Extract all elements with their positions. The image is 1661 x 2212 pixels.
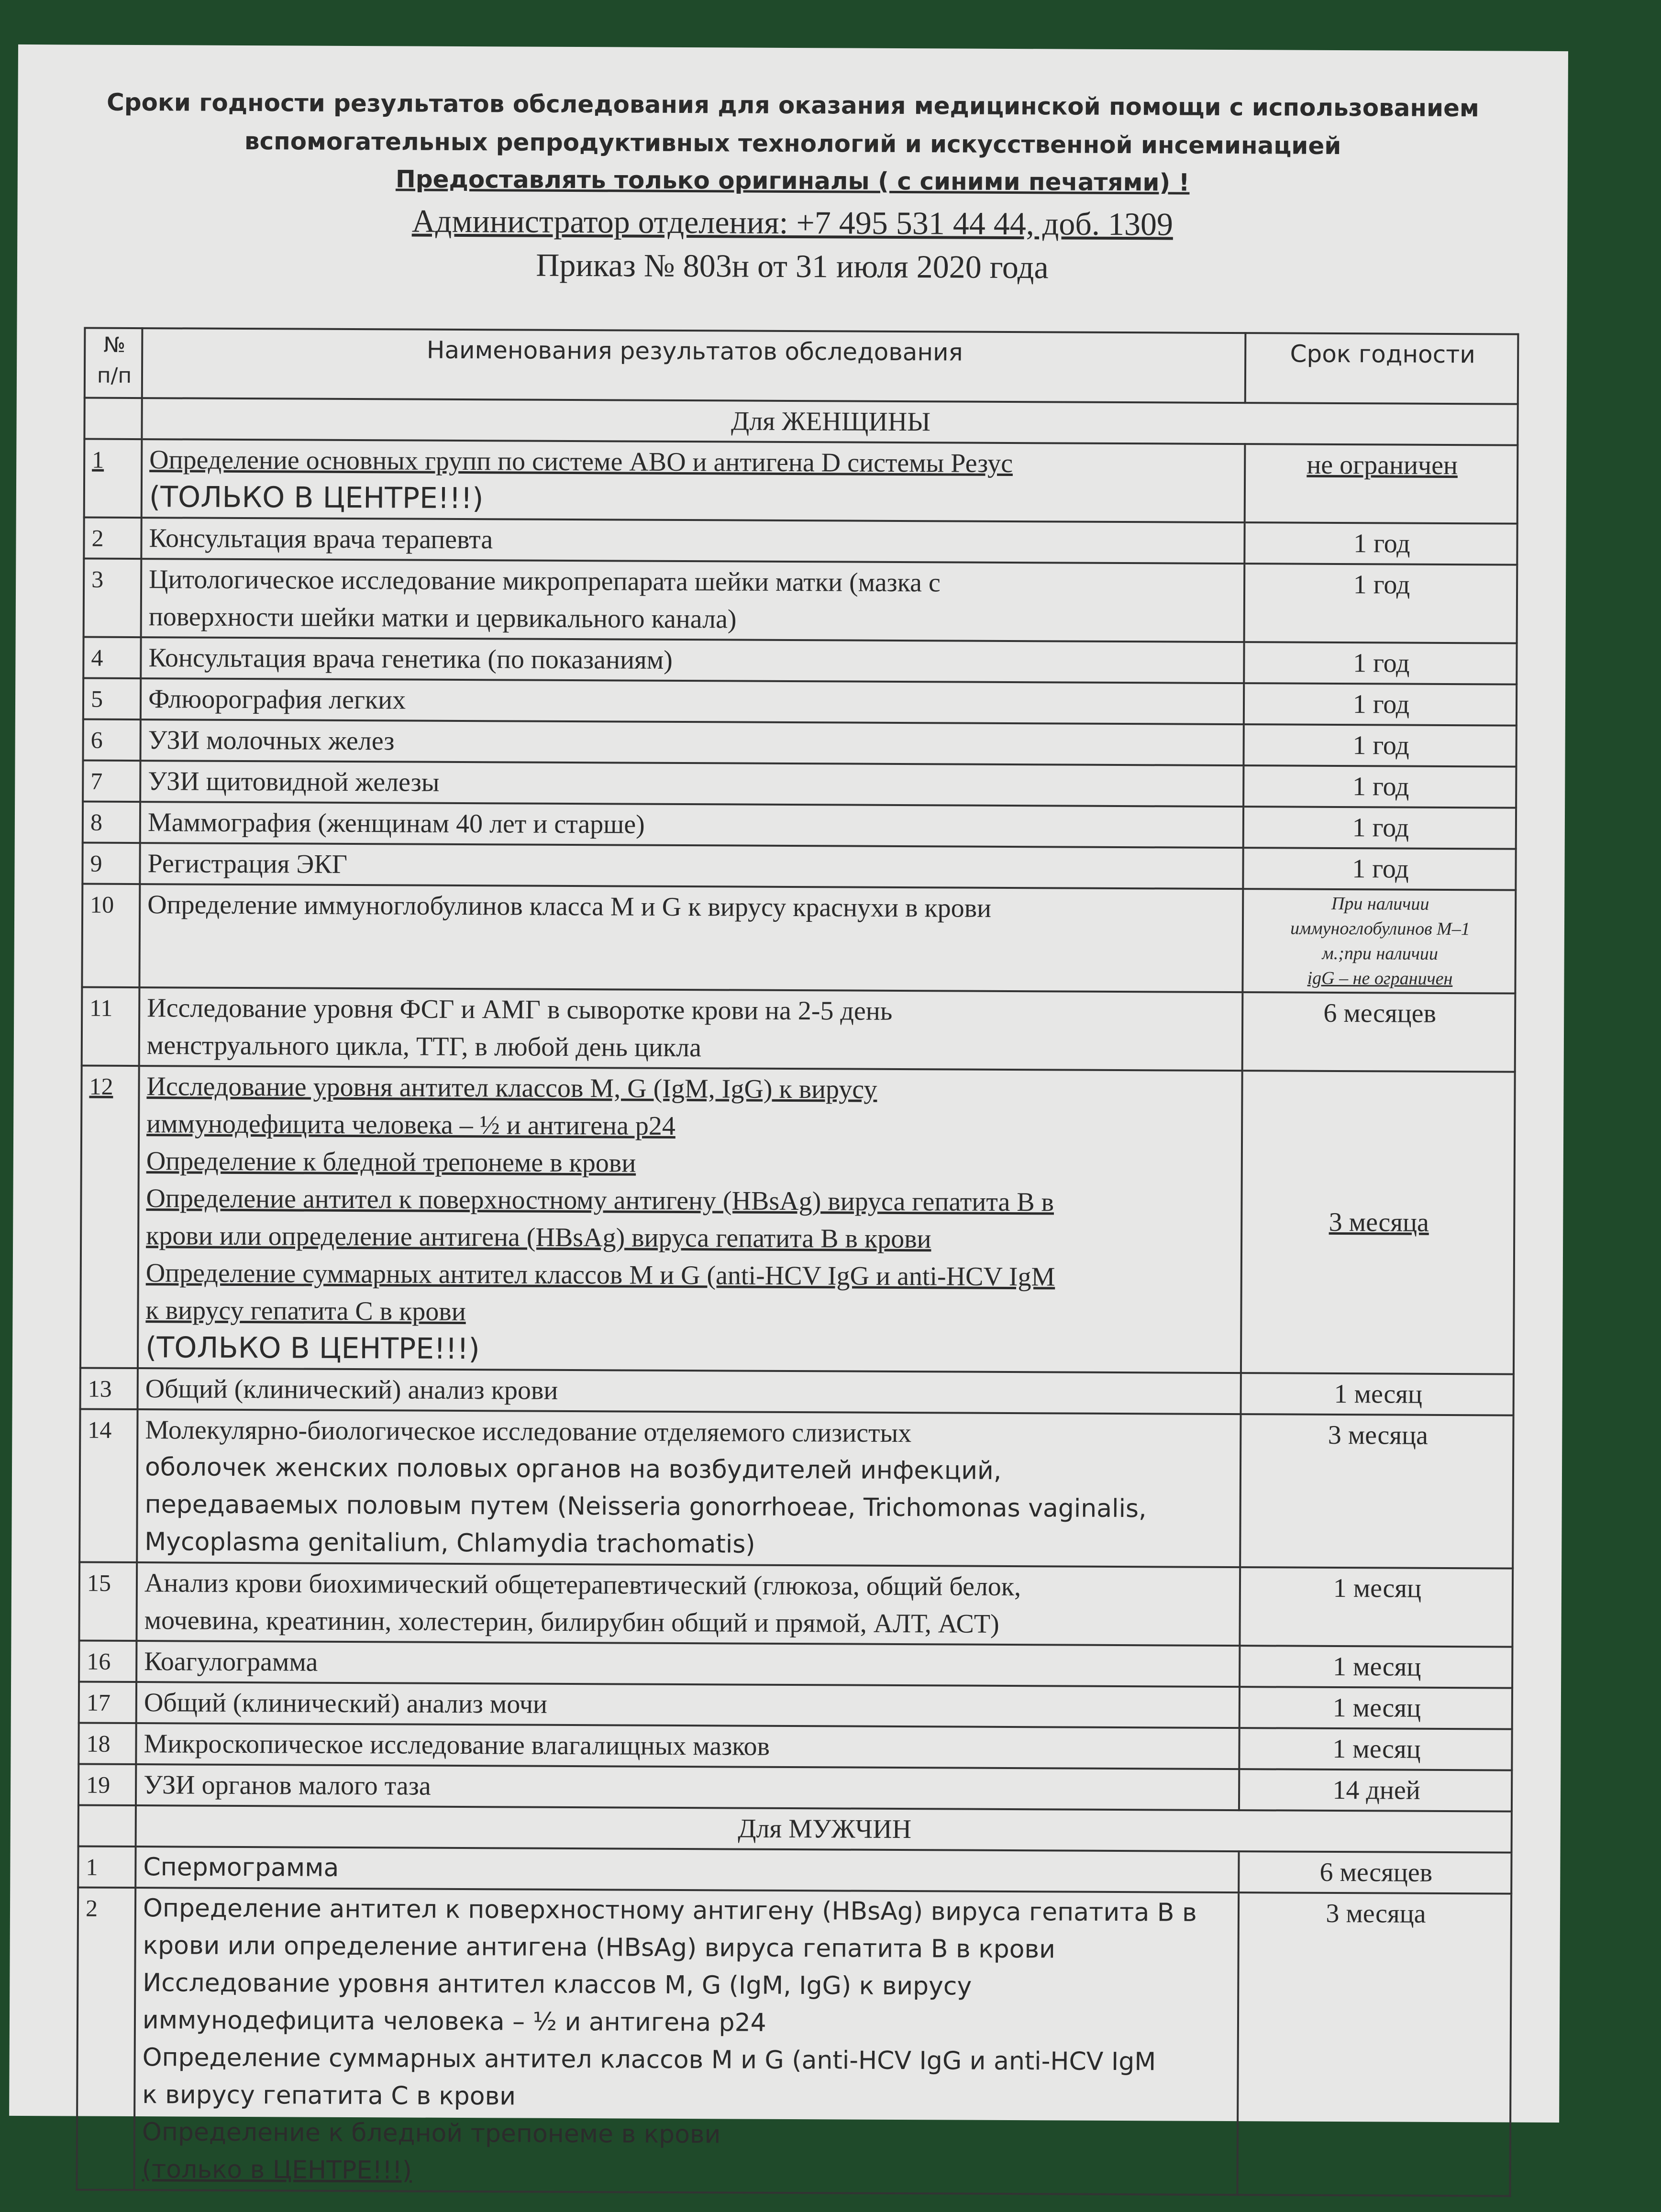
table-row <box>83 678 1517 726</box>
row-name <box>138 1066 1242 1373</box>
term-value: 1 год <box>1352 730 1410 761</box>
row-term <box>1244 564 1517 643</box>
row-number: 13 <box>80 1368 138 1410</box>
row-name <box>141 559 1245 642</box>
table-row <box>79 1409 1513 1569</box>
row-number: 19 <box>78 1764 136 1806</box>
row-term <box>1243 807 1516 849</box>
term-line: При наличии <box>1331 893 1429 914</box>
row-term <box>1242 889 1516 993</box>
center-only-note: (только в ЦЕНТРЕ!!!) <box>142 2155 412 2185</box>
term-value: 1 год <box>1352 772 1409 802</box>
row-name <box>140 719 1243 765</box>
row-name-line: Исследование уровня антител классов M, G (IgM, IgG) к вирусу <box>143 1969 972 2001</box>
row-name-line: Исследование уровня ФСГ и АМГ в сыворотке крови на 2-5 день <box>147 993 893 1026</box>
row-name-line: Определение суммарных антител классов M и G (anti-HCV IgG и anti-HCV IgM <box>142 2043 1156 2077</box>
section-spacer <box>84 398 142 440</box>
term-value: 3 месяца <box>1328 1420 1428 1450</box>
row-name-line: Определение антител к поверхностному антигену (HBsAg) вируса гепатита B в <box>146 1183 1054 1217</box>
term-line: иммуноглобулинов М–1 <box>1290 918 1470 940</box>
women-section-row <box>84 398 1517 445</box>
row-name <box>136 1723 1239 1769</box>
originals-notice: Предоставлять только оригиналы ( с синими печатями) ! <box>395 165 1190 197</box>
term-value: 3 месяца <box>1329 1207 1429 1238</box>
term-value: 1 месяц <box>1332 1734 1421 1764</box>
table-row <box>78 1723 1512 1770</box>
row-term <box>1239 1769 1512 1811</box>
row-name-line: Определение иммуноглобулинов класса M и G к вирусу краснухи в крови <box>147 890 992 923</box>
table-row <box>83 802 1516 849</box>
row-name <box>140 843 1243 889</box>
table-row <box>79 1641 1512 1688</box>
row-term <box>1244 642 1517 684</box>
table-row <box>82 987 1516 1072</box>
term-value: 1 месяц <box>1334 1379 1423 1409</box>
order-reference: Приказ № 803н от 31 июля 2020 года <box>536 246 1049 286</box>
document-header <box>17 83 1568 291</box>
row-name <box>140 802 1243 848</box>
col-header-name: Наименования результатов обследования <box>142 328 1246 403</box>
row-name-line: оболочек женских половых органов на возбудителей инфекций, <box>144 1453 1002 1485</box>
col-header-number-sign: № <box>103 332 126 357</box>
row-name <box>141 637 1244 683</box>
row-number: 12 <box>80 1066 139 1369</box>
row-term <box>1243 724 1516 766</box>
header-title-line2: вспомогательных репродуктивных технологий и искусственной инсеминацией <box>244 127 1341 160</box>
table-row <box>79 1682 1512 1729</box>
term-value: 6 месяцев <box>1323 998 1437 1029</box>
row-term <box>1243 765 1516 807</box>
row-name-line: передаваемых половым путем (Neisseria gonorrhoeae, Trichomonas vaginalis, <box>144 1490 1147 1524</box>
row-name-line: Определение основных групп по системе АВО и антигена D системы Резус <box>149 445 1013 479</box>
row-name <box>134 1888 1239 2195</box>
term-value: 1 год <box>1352 689 1410 719</box>
row-term <box>1244 683 1517 725</box>
term-value: 6 месяцев <box>1319 1857 1433 1888</box>
row-name <box>136 1641 1240 1687</box>
row-name-line: Спермограмма <box>143 1853 339 1882</box>
row-name-line: Регистрация ЭКГ <box>147 849 348 879</box>
row-term <box>1239 1728 1512 1770</box>
row-name <box>136 1764 1239 1810</box>
row-name-line: Консультация врача генетика (по показаниям) <box>148 643 673 675</box>
col-header-number-abbr: п/п <box>97 363 132 388</box>
row-number: 4 <box>83 637 141 679</box>
row-name <box>138 1368 1241 1414</box>
row-term <box>1237 1892 1511 2196</box>
section-spacer <box>78 1805 136 1847</box>
row-name <box>137 1409 1240 1567</box>
row-name-line: Общий (клинический) анализ мочи <box>144 1688 548 1719</box>
row-name-line: крови или определение антигена (HBsAg) вируса гепатита B в крови <box>146 1221 931 1254</box>
row-name-line: Маммография (женщинам 40 лет и старше) <box>147 807 645 840</box>
term-line: igG – не ограничен <box>1307 968 1453 989</box>
table-row <box>82 884 1516 994</box>
row-term <box>1244 522 1517 564</box>
row-number: 7 <box>83 761 140 802</box>
row-number: 1 <box>84 439 142 518</box>
term-value: 1 год <box>1352 854 1409 884</box>
row-name-line: Флюорография легких <box>148 684 406 715</box>
term-value: 1 год <box>1353 648 1410 678</box>
header-title-line1: Сроки годности результатов обследования для оказания медицинской помощи с использованием <box>106 88 1479 122</box>
term-value: 1 год <box>1352 813 1409 843</box>
row-number: 16 <box>79 1641 136 1682</box>
row-name-line: Коагулограмма <box>144 1647 318 1677</box>
row-number: 11 <box>82 987 140 1066</box>
table-row <box>77 1888 1511 2196</box>
table-row <box>80 1368 1514 1416</box>
row-name-line: к вирусу гепатита C в крови <box>142 2080 516 2111</box>
row-name <box>140 761 1243 807</box>
section-title: Для ЖЕНЩИНЫ <box>142 398 1517 445</box>
row-name-line: иммунодефицита человека – ½ и антигена p24 <box>146 1109 676 1141</box>
row-name-line: Общий (клинический) анализ крови <box>145 1374 558 1405</box>
row-name-line: Определение суммарных антител классов M и G (anti-HCV IgG и anti-HCV IgM <box>145 1258 1055 1292</box>
term-value: 1 год <box>1353 570 1410 600</box>
row-name-line: крови или определение антигена (HBsAg) вируса гепатита B в крови <box>143 1931 1056 1964</box>
table-row <box>84 518 1517 565</box>
row-name <box>141 678 1244 724</box>
row-name-line: Исследование уровня антител классов M, G (IgM, IgG) к вирусу <box>146 1072 877 1105</box>
row-name-line: Молекулярно-биологическое исследование отделяемого слизистых <box>145 1415 912 1449</box>
row-number: 6 <box>83 719 140 761</box>
row-term <box>1241 1373 1514 1415</box>
table-row <box>78 1764 1512 1812</box>
row-name-line: УЗИ органов малого таза <box>144 1770 431 1801</box>
row-number: 18 <box>78 1723 136 1765</box>
table-header-row <box>85 328 1518 404</box>
col-header-number <box>85 328 143 398</box>
row-name-line: Определение к бледной трепонеме в крови <box>146 1146 636 1178</box>
center-only-note: (ТОЛЬКО В ЦЕНТРЕ!!!) <box>145 1331 480 1366</box>
validity-table <box>76 327 1519 2197</box>
row-number: 5 <box>83 678 141 720</box>
row-term <box>1239 1851 1511 1893</box>
term-value: 14 дней <box>1332 1775 1420 1805</box>
row-name-line: Микроскопическое исследование влагалищных мазков <box>144 1729 770 1761</box>
row-number: 3 <box>84 559 142 638</box>
row-name-line: Определение к бледной трепонеме в крови <box>142 2118 721 2149</box>
row-name <box>139 884 1243 992</box>
row-name <box>136 1682 1240 1728</box>
row-term <box>1240 1414 1513 1568</box>
center-only-note: (ТОЛЬКО В ЦЕНТРЕ!!!) <box>149 480 484 516</box>
row-term <box>1240 1687 1512 1729</box>
table-row <box>78 1847 1511 1894</box>
row-name-line: УЗИ щитовидной железы <box>148 766 440 797</box>
table-row <box>82 843 1516 890</box>
row-name <box>142 439 1245 522</box>
row-name <box>135 1847 1239 1892</box>
table-row <box>83 637 1517 685</box>
row-name-line: Анализ крови биохимический общетерапевтический (глюкоза, общий белок, <box>144 1568 1021 1602</box>
row-term <box>1243 848 1516 890</box>
row-term <box>1245 444 1518 523</box>
row-name-line: Консультация врача терапевта <box>149 523 493 555</box>
row-name <box>139 987 1243 1071</box>
document-page <box>9 44 1568 2185</box>
row-number: 14 <box>79 1409 137 1563</box>
row-number: 2 <box>77 1888 135 2190</box>
row-number: 17 <box>79 1682 136 1724</box>
row-name-line: УЗИ молочных желез <box>148 725 395 756</box>
term-value: 1 год <box>1353 529 1410 559</box>
term-value: 1 месяц <box>1332 1651 1421 1682</box>
term-value: 3 месяца <box>1326 1898 1426 1929</box>
table-row <box>83 719 1516 767</box>
row-name-line: Цитологическое исследование микропрепарата шейки матки (мазка с <box>149 564 941 598</box>
table-row <box>79 1562 1513 1647</box>
row-term <box>1240 1646 1512 1688</box>
table-row <box>84 559 1517 643</box>
men-section-row <box>78 1805 1512 1853</box>
term-value: не ограничен <box>1307 450 1458 481</box>
row-number: 15 <box>79 1562 137 1641</box>
section-title: Для МУЖЧИН <box>136 1805 1512 1853</box>
row-term <box>1242 992 1516 1072</box>
row-name-line: к вирусу гепатита C в крови <box>145 1295 466 1327</box>
col-header-term: Срок годности <box>1245 333 1518 404</box>
admin-phone: Администратор отделения: +7 495 531 44 44, доб. 1309 <box>411 202 1174 243</box>
row-name-line: мочевина, креатинин, холестерин, билирубин общий и прямой, АЛТ, АСТ) <box>144 1605 999 1639</box>
row-number: 9 <box>82 843 140 885</box>
row-number: 2 <box>84 518 141 559</box>
table-row <box>80 1066 1515 1374</box>
row-name <box>141 518 1244 564</box>
row-term <box>1240 1567 1513 1647</box>
table-row <box>83 761 1516 808</box>
row-name-line: менструального цикла, ТТГ, в любой день цикла <box>146 1030 702 1063</box>
row-number: 8 <box>83 802 140 843</box>
row-name-line: иммунодефицита человека – ½ и антигена p24 <box>142 2006 766 2037</box>
row-number: 10 <box>82 884 140 988</box>
row-name-line: поверхности шейки матки и цервикального канала) <box>148 602 737 634</box>
row-number: 1 <box>78 1847 135 1888</box>
term-value: 1 месяц <box>1332 1692 1421 1723</box>
row-term <box>1241 1071 1515 1374</box>
term-value: 1 месяц <box>1333 1573 1422 1604</box>
table-row <box>84 439 1518 524</box>
row-name <box>136 1562 1240 1646</box>
term-line: м.;при наличии <box>1322 943 1439 964</box>
row-name-line: Определение антител к поверхностному антигену (HBsAg) вируса гепатита B в <box>143 1894 1197 1927</box>
row-name-line: Mycoplasma genitalium, Chlamydia trachomatis) <box>144 1527 755 1559</box>
